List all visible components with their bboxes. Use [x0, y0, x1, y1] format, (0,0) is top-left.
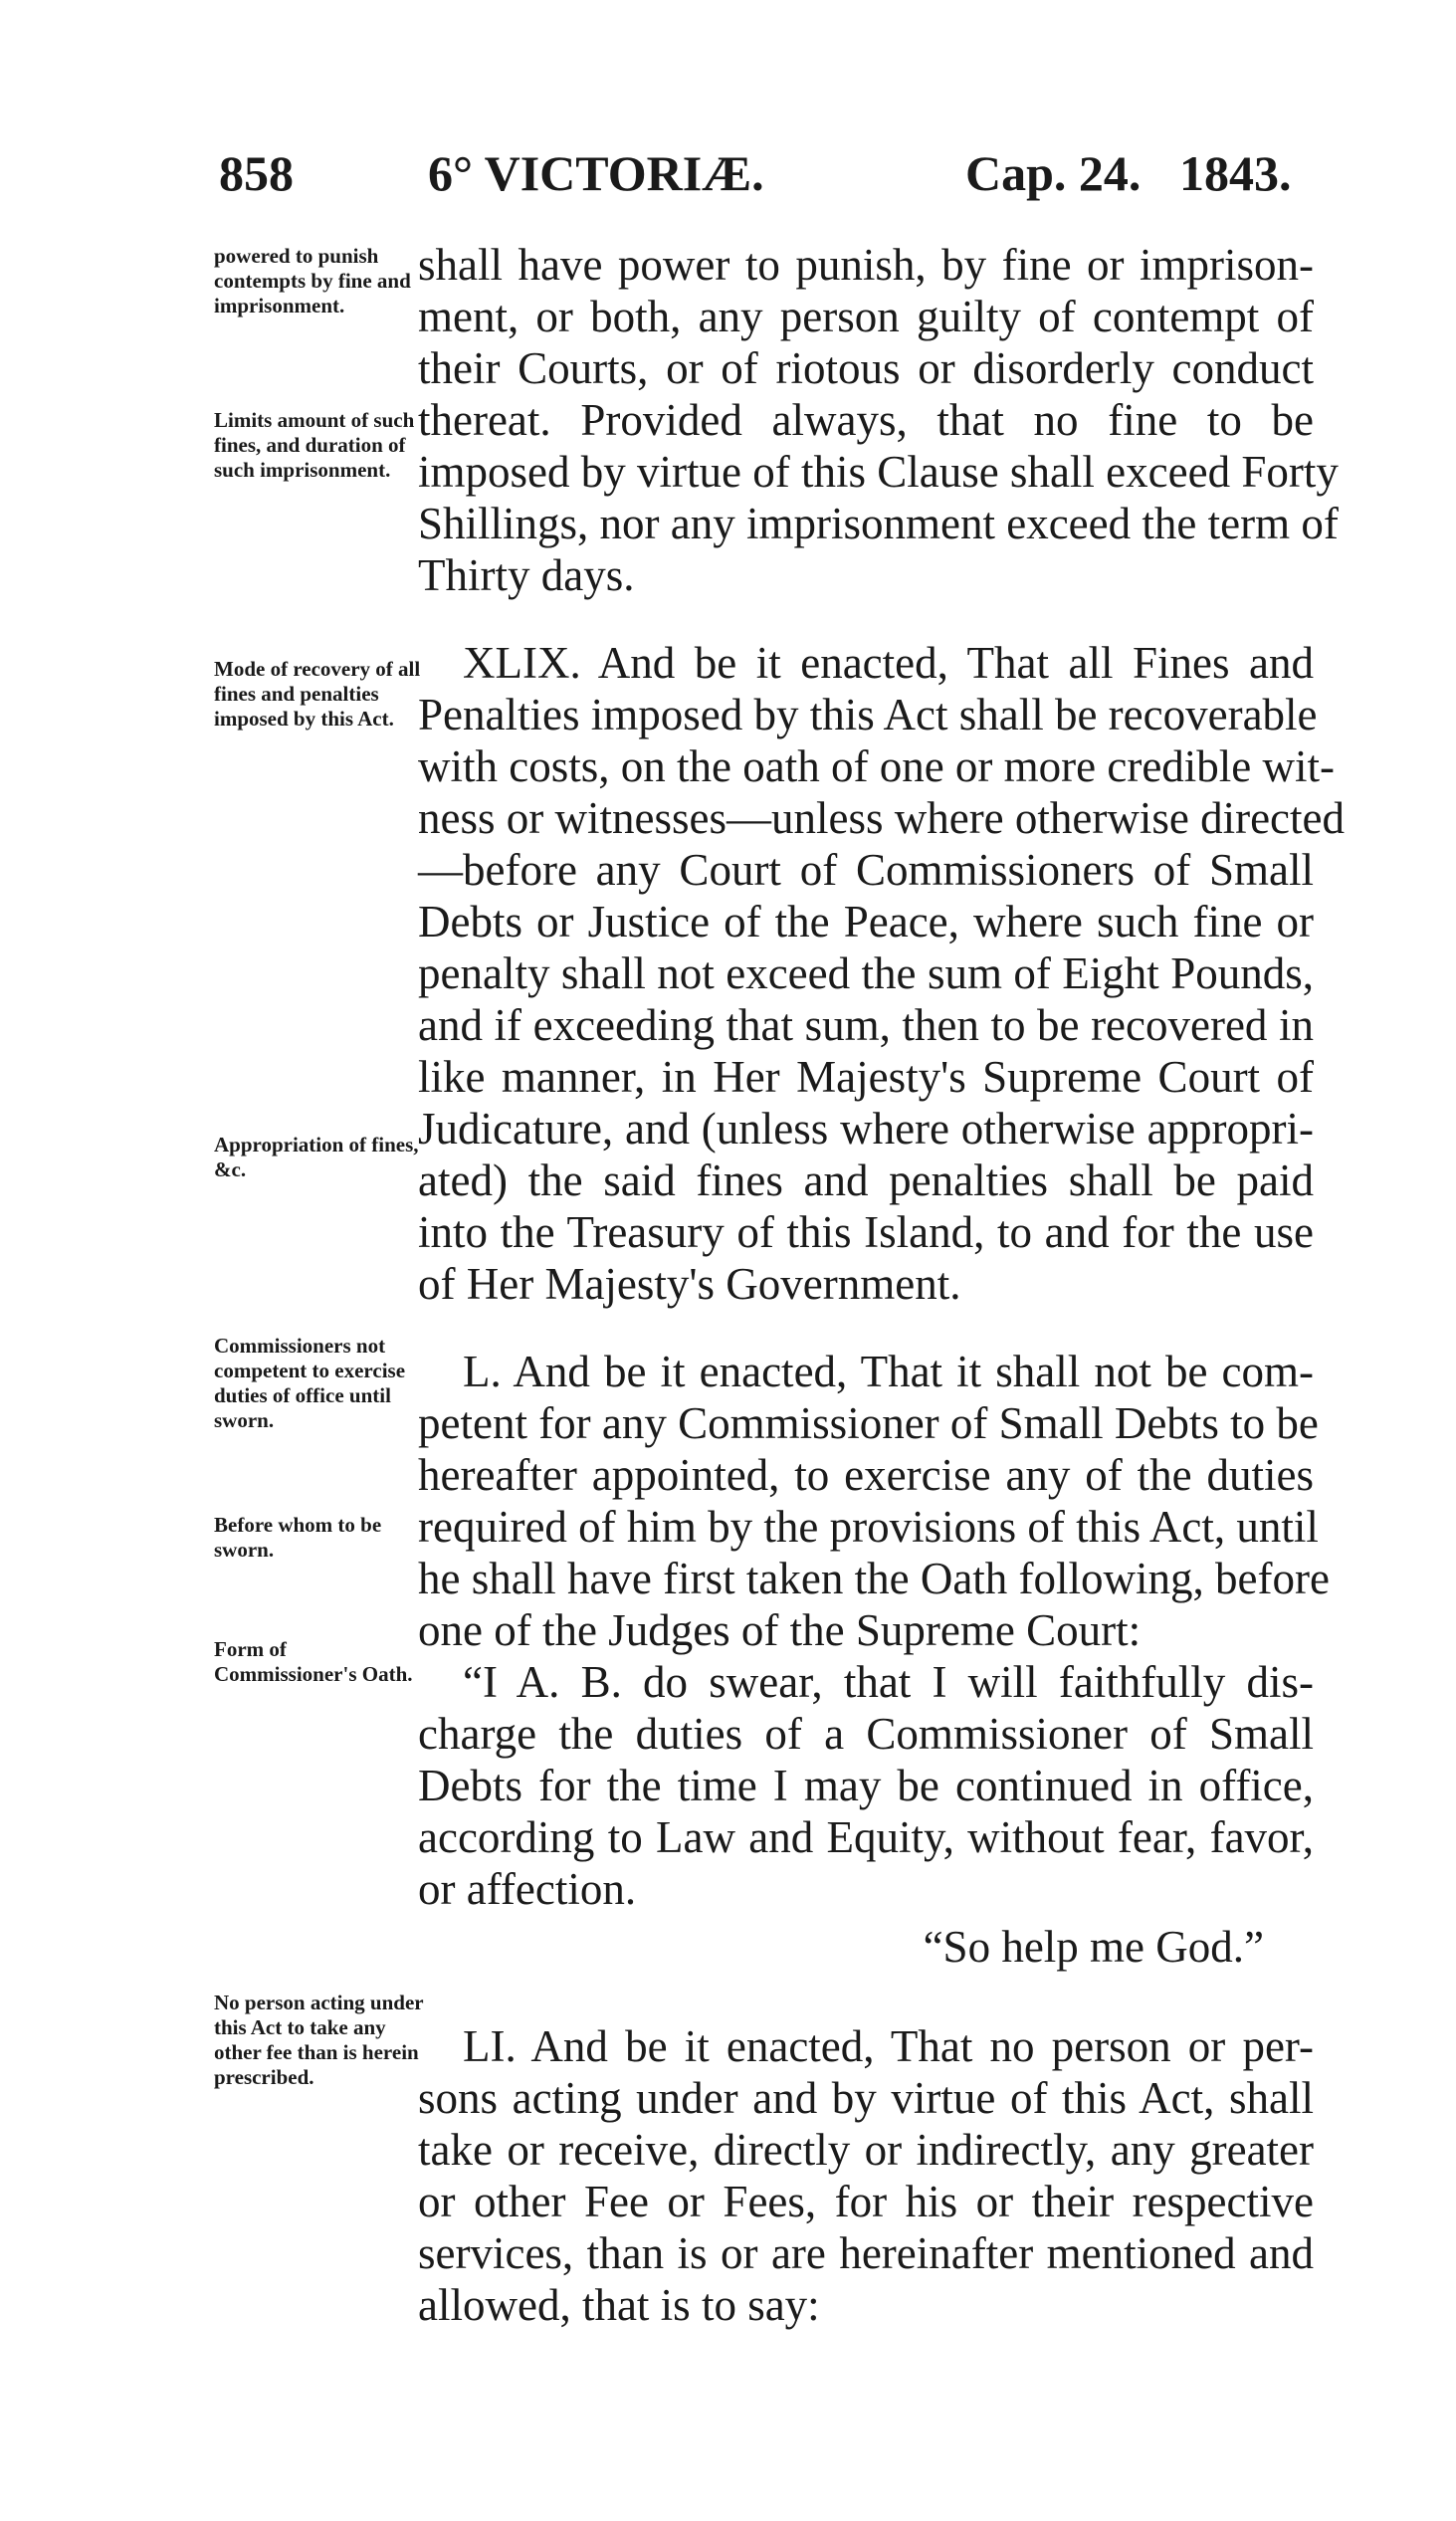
text-line: Thirty days. [418, 550, 635, 600]
margin-note-limits-amount: Limits amount of such fines, and duration of such imprisonment. [214, 408, 415, 482]
chapter-number: Cap. 24. [965, 145, 1142, 201]
margin-note-before-whom-sworn: Before whom to be sworn. [214, 1513, 382, 1562]
margin-note-mode-of-recovery: Mode of recovery of all fines and penalties imposed by this Act. [214, 657, 421, 731]
text-line: or other Fee or Fees, for his or their respective [418, 2177, 1314, 2226]
text-line: take or receive, directly or indirectly, any greater [418, 2125, 1314, 2175]
text-line: ness or witnesses—unless where otherwise directed [418, 793, 1346, 843]
margin-note-commissioners-not-competent: Commissioners not competent to exercise duties of office until sworn. [214, 1334, 406, 1432]
text-line: hereafter appointed, to exercise any of the duties [418, 1450, 1314, 1500]
text-line: like manner, in Her Majesty's Supreme Court of [418, 1052, 1314, 1102]
text-line: services, than is or are hereinafter mentioned and [418, 2228, 1314, 2278]
text-line: of Her Majesty's Government. [418, 1259, 961, 1309]
text-line: he shall have first taken the Oath following, before [418, 1554, 1330, 1603]
text-line: —before any Court of Commissioners of Small [418, 845, 1314, 895]
text-line: sons acting under and by virtue of this Act, shall [418, 2073, 1314, 2123]
regnal-year: 6° VICTORIÆ. [428, 145, 764, 201]
section-l-heading-line: L. And be it enacted, That it shall not be com- [463, 1347, 1314, 1396]
margin-note-no-other-fee: No person acting under this Act to take any other fee than is herein prescribed. [214, 1991, 424, 2089]
section-xlix-heading-line: XLIX. And be it enacted, That all Fines and [463, 638, 1314, 688]
margin-note-form-of-oath: Form of Commissioner's Oath. [214, 1637, 413, 1686]
text-line: thereat. Provided always, that no fine to be [418, 395, 1314, 445]
text-line: allowed, that is to say: [418, 2280, 820, 2330]
text-line: into the Treasury of this Island, to and for the use [418, 1207, 1314, 1257]
oath-closing: “So help me God.” [923, 1922, 1264, 1972]
text-line: Shillings, nor any imprisonment exceed the term of [418, 499, 1339, 548]
running-header [219, 144, 1324, 214]
text-line: required of him by the provisions of this Act, until [418, 1502, 1319, 1552]
text-line: Debts or Justice of the Peace, where such fine or [418, 897, 1314, 946]
text-line: ated) the said fines and penalties shall be paid [418, 1155, 1314, 1205]
oath-line: “I A. B. do swear, that I will faithfully dis- [463, 1657, 1314, 1707]
text-line: shall have power to punish, by fine or imprison- [418, 240, 1314, 290]
text-line: penalty shall not exceed the sum of Eight Pounds, [418, 948, 1314, 998]
page-number: 858 [219, 145, 294, 201]
oath-line: according to Law and Equity, without fear, favor, [418, 1812, 1314, 1862]
text-line: with costs, on the oath of one or more credible wit- [418, 741, 1336, 791]
oath-line: charge the duties of a Commissioner of Small [418, 1709, 1314, 1759]
margin-note-punish-contempts: powered to punish contempts by fine and imprisonment. [214, 244, 411, 317]
oath-line: or affection. [418, 1864, 637, 1914]
text-line: one of the Judges of the Supreme Court: [418, 1605, 1142, 1655]
text-line: ment, or both, any person guilty of contempt of [418, 292, 1314, 341]
oath-line: Debts for the time I may be continued in office, [418, 1761, 1314, 1810]
margin-note-appropriation: Appropriation of fines, &c. [214, 1133, 419, 1181]
text-line: Penalties imposed by this Act shall be recoverable [418, 690, 1318, 739]
text-line: Judicature, and (unless where otherwise appropri- [418, 1104, 1314, 1154]
text-line: imposed by virtue of this Clause shall exceed Forty [418, 447, 1339, 497]
text-line: and if exceeding that sum, then to be recovered in [418, 1000, 1314, 1050]
section-li-heading-line: LI. And be it enacted, That no person or per- [463, 2021, 1314, 2071]
text-line: petent for any Commissioner of Small Debts to be [418, 1398, 1319, 1448]
year: 1843. [1179, 145, 1292, 201]
text-line: their Courts, or of riotous or disorderly conduct [418, 343, 1314, 393]
